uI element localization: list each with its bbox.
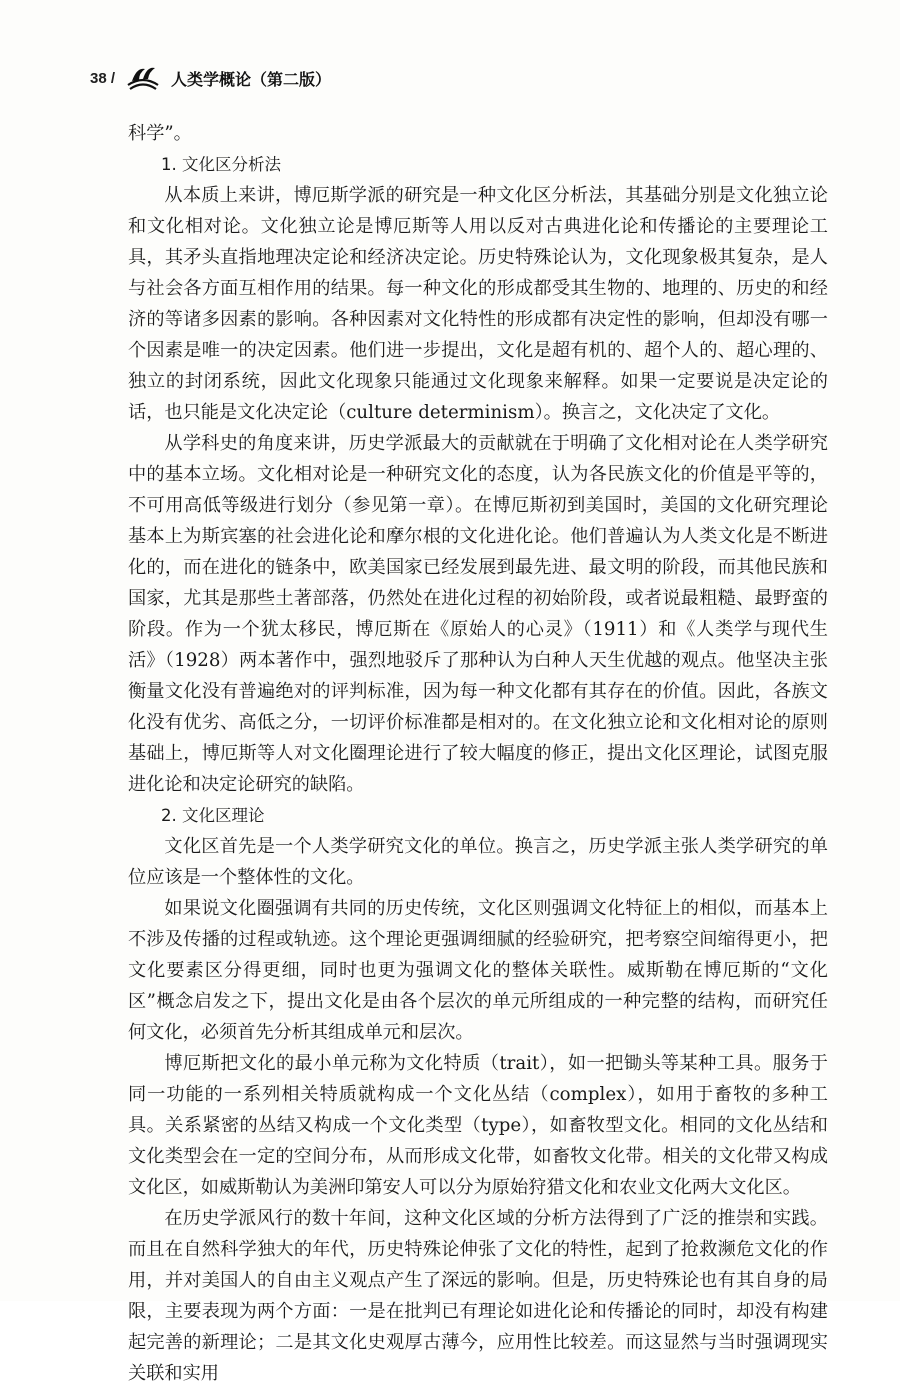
section-heading-1: 1. 文化区分析法 [161, 155, 281, 174]
paragraph-5: 博厄斯把文化的最小单元称为文化特质（trait），如一把锄头等某种工具。服务于同一功能的一系列相关特质就构成一个文化丛结（complex），如用于畜牧的多种工具。关系紧密的丛结又构成一个文化类型（type），如畜牧型文化。相同的文化丛结和文化类型会在一定的空间分布，从而形成文化带，如畜牧文化带。相关的文化带又构成文化区，如威斯勒认为美洲印第安人可以分为原始狩猎文化和农业文化两大文化区。 [128, 1053, 828, 1198]
page-number: 38 / [90, 69, 116, 87]
page-header [90, 60, 331, 96]
book-title: 人类学概论（第二版） [171, 69, 332, 89]
paragraph-6: 在历史学派风行的数十年间，这种文化区域的分析方法得到了广泛的推崇和实践。而且在自然科学独大的年代，历史特殊论伸张了文化的特性，起到了抢救濒危文化的作用，并对美国人的自由主义观点产生了深远的影响。但是，历史特殊论也有其自身的局限，主要表现为两个方面：一是在批判已有理论如进化论和传播论的同时，却没有构建起完善的新理论；二是其文化史观厚古薄今，应用性比较差。而这显然与当时强调现实关联和实用 [128, 1208, 828, 1384]
paragraph-3: 文化区首先是一个人类学研究文化的单位。换言之，历史学派主张人类学研究的单位应该是一个整体性的文化。 [128, 836, 828, 888]
paragraph-continuation: 科学”。 [128, 123, 192, 144]
paragraph-4: 如果说文化圈强调有共同的历史传统，文化区则强调文化特征上的相似，而基本上不涉及传播的过程或轨迹。这个理论更强调细腻的经验研究，把考察空间缩得更小，把文化要素区分得更细，同时也更为强调文化的整体关联性。威斯勒在博厄斯的“文化区”概念启发之下，提出文化是由各个层次的单元所组成的一种完整的结构，而研究任何文化，必须首先分析其组成单元和层次。 [128, 898, 828, 1043]
page-body [128, 118, 828, 1389]
section-heading-2: 2. 文化区理论 [161, 806, 265, 825]
paragraph-2: 从学科史的角度来讲，历史学派最大的贡献就在于明确了文化相对论在人类学研究中的基本立场。文化相对论是一种研究文化的态度，认为各民族文化的价值是平等的，不可用高低等级进行划分（参见第一章）。在博厄斯初到美国时，美国的文化研究理论基本上为斯宾塞的社会进化论和摩尔根的文化进化论。他们普遍认为人类文化是不断进化的，而在进化的链条中，欧美国家已经发展到最先进、最文明的阶段，而其他民族和国家，尤其是那些土著部落，仍然处在进化过程的初始阶段，或者说最粗糙、最野蛮的阶段。作为一个犹太移民，博厄斯在《原始人的心灵》（1911）和《人类学与现代生活》（1928）两本著作中，强烈地驳斥了那种认为白种人天生优越的观点。他坚决主张衡量文化没有普遍绝对的评判标准，因为每一种文化都有其存在的价值。因此，各族文化没有优劣、高低之分，一切评价标准都是相对的。在文化独立论和文化相对论的原则基础上，博厄斯等人对文化圈理论进行了较大幅度的修正，提出文化区理论，试图克服进化论和决定论研究的缺陷。 [128, 433, 828, 795]
paragraph-1: 从本质上来讲，博厄斯学派的研究是一种文化区分析法，其基础分别是文化独立论和文化相对论。文化独立论是博厄斯等人用以反对古典进化论和传播论的主要理论工具，其矛头直指地理决定论和经济决定论。历史特殊论认为，文化现象极其复杂，是人与社会各方面互相作用的结果。每一种文化的形成都受其生物的、地理的、历史的和经济的等诸多因素的影响。各种因素对文化特性的形成都有决定性的影响，但却没有哪一个因素是唯一的决定因素。他们进一步提出，文化是超有机的、超个人的、超心理的、独立的封闭系统，因此文化现象只能通过文化现象来解释。如果一定要说是决定论的话，也只能是文化决定论（culture determinism）。换言之，文化决定了文化。 [128, 185, 828, 423]
book-logo-icon [125, 63, 161, 93]
